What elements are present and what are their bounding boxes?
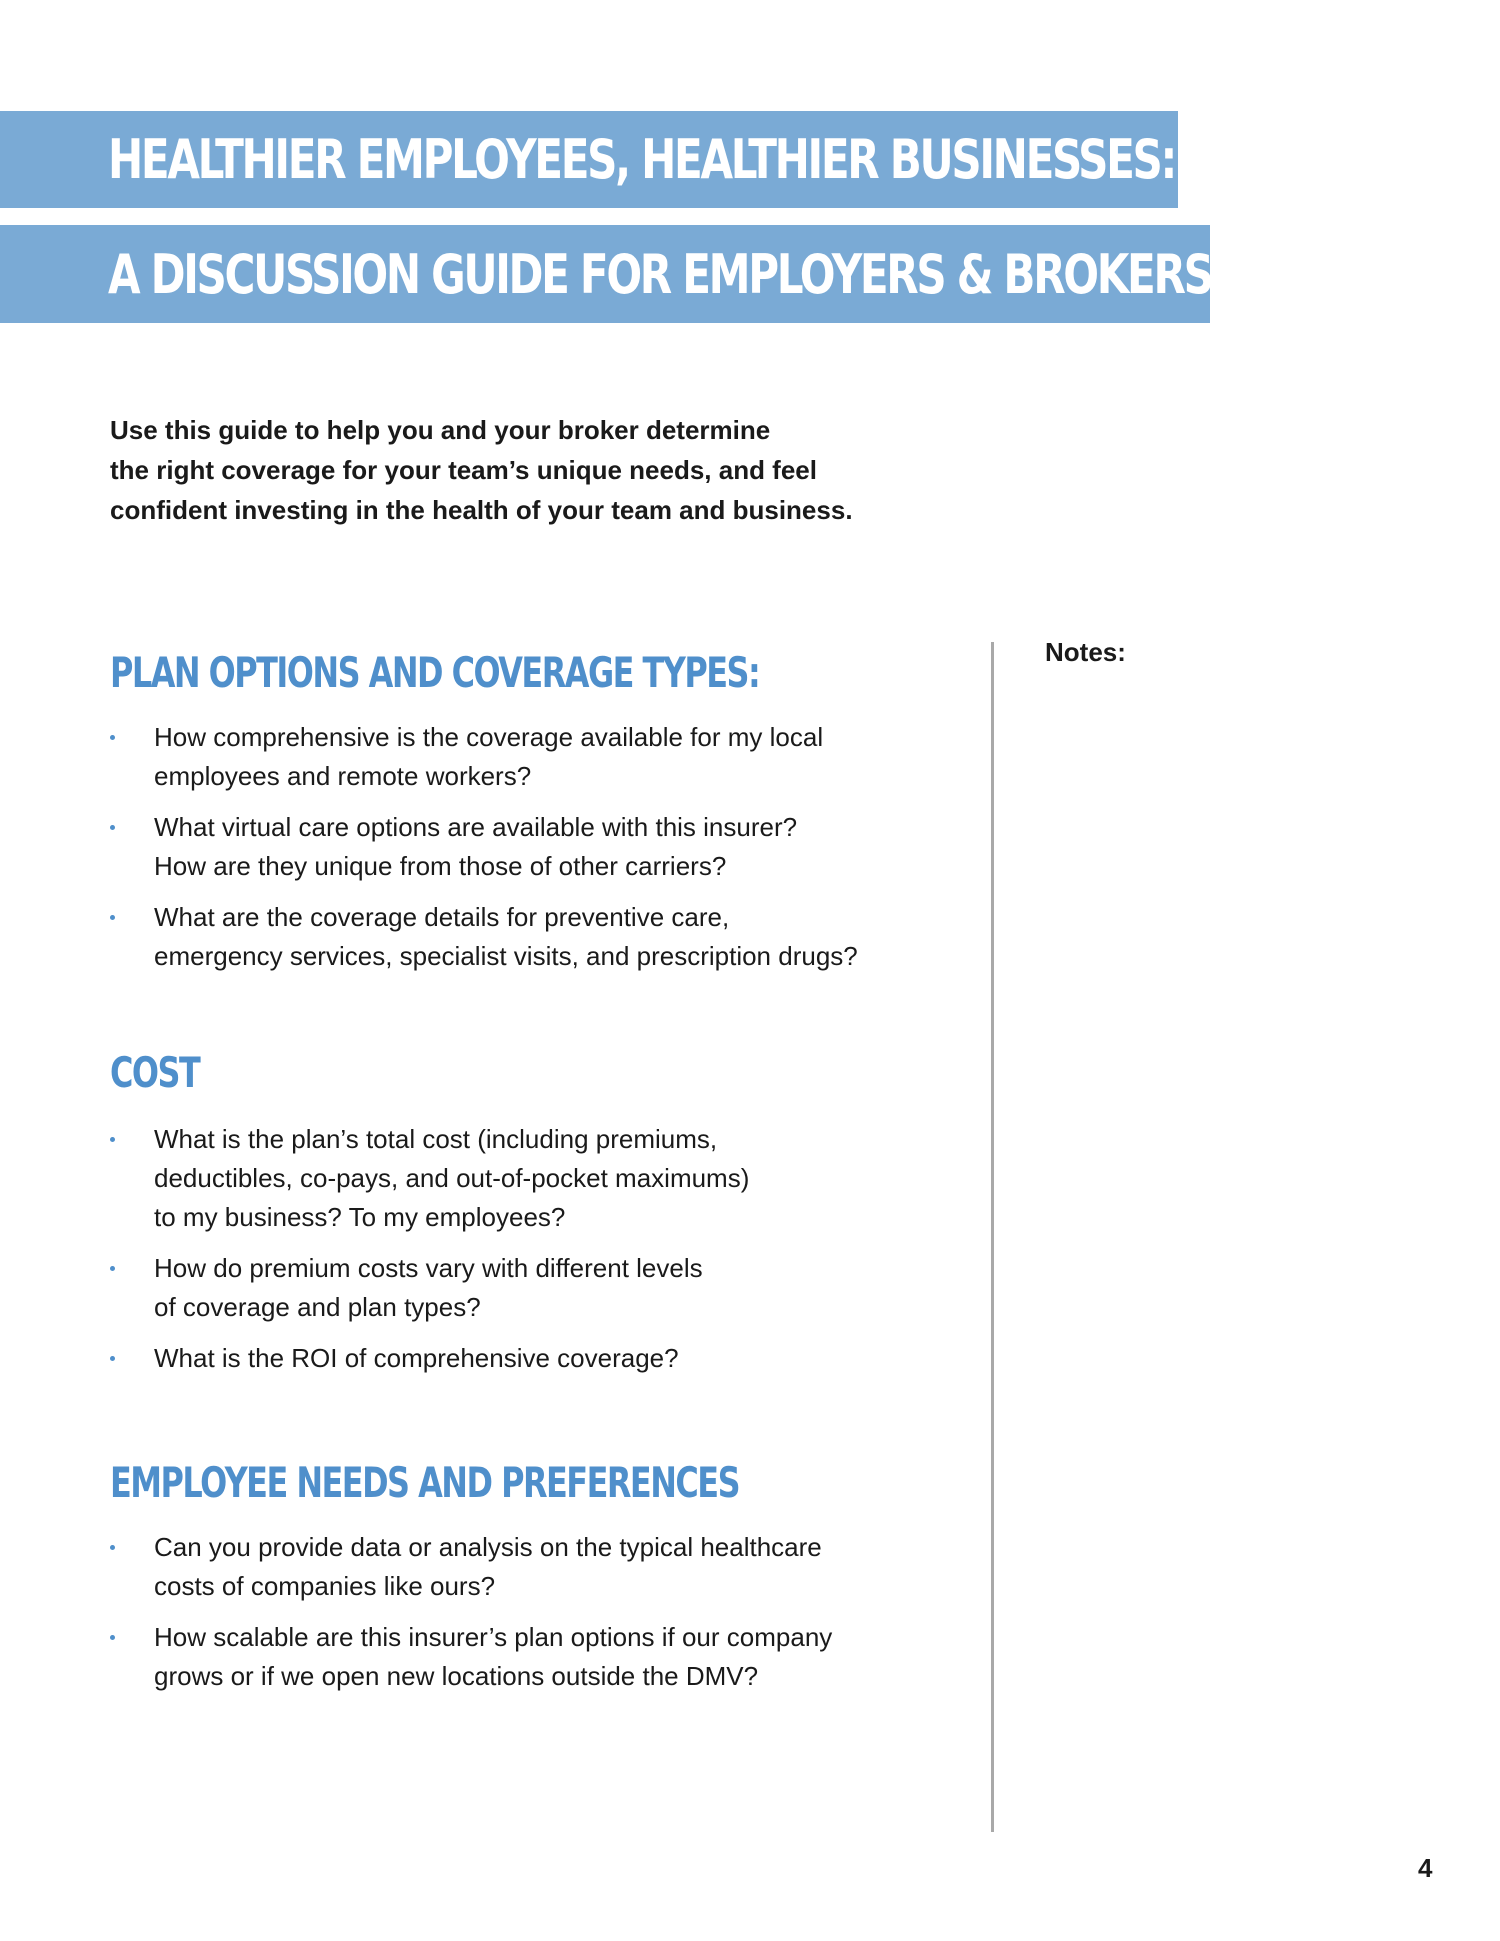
list-item: How comprehensive is the coverage available for my local employees and remote workers? (110, 718, 930, 796)
list-item: What are the coverage details for preventive care, emergency services, specialist visits, and prescription drugs? (110, 898, 930, 976)
list-item: What is the plan’s total cost (including premiums, deductibles, co-pays, and out-of-pocket maximums) to my business? To my employees? (110, 1120, 930, 1237)
title-line-1: HEALTHIER EMPLOYEES, HEALTHIER BUSINESSES: (108, 128, 1176, 191)
list-item: How scalable are this insurer’s plan options if our company grows or if we open new locations outside the DMV? (110, 1618, 930, 1696)
title-banner-line-2 (0, 225, 1210, 323)
bullet-icon (110, 1635, 115, 1640)
page-number: 4 (1418, 1853, 1433, 1883)
bullet-icon (110, 1266, 115, 1271)
bullet-icon (110, 735, 115, 740)
list-item: How do premium costs vary with different levels of coverage and plan types? (110, 1249, 930, 1327)
title-banner-line-1 (0, 111, 1178, 208)
notes-label: Notes: (1045, 637, 1126, 667)
title-line-2: A DISCUSSION GUIDE FOR EMPLOYERS & BROKERS (108, 242, 1212, 306)
bullet-icon (110, 1137, 115, 1142)
question-list-employee-needs (110, 1528, 930, 1708)
bullet-icon (110, 1545, 115, 1550)
question-list-cost (110, 1120, 930, 1390)
bullet-icon (110, 1356, 115, 1361)
section-title-cost: COST (110, 1048, 200, 1097)
list-item: What virtual care options are available with this insurer? How are they unique from those of other carriers? (110, 808, 930, 886)
bullet-icon (110, 915, 115, 920)
list-item: What is the ROI of comprehensive coverage? (110, 1339, 930, 1378)
question-list-plan-options (110, 718, 930, 988)
bullet-icon (110, 825, 115, 830)
intro-paragraph: Use this guide to help you and your broker determine the right coverage for your team’s unique needs, and feel confident investing in the health of your team and business. (110, 415, 853, 525)
list-item: Can you provide data or analysis on the typical healthcare costs of companies like ours? (110, 1528, 930, 1606)
notes-divider (991, 642, 994, 1832)
section-title-plan-options: PLAN OPTIONS AND COVERAGE TYPES: (110, 648, 760, 697)
section-title-employee-needs: EMPLOYEE NEEDS AND PREFERENCES (110, 1458, 740, 1507)
